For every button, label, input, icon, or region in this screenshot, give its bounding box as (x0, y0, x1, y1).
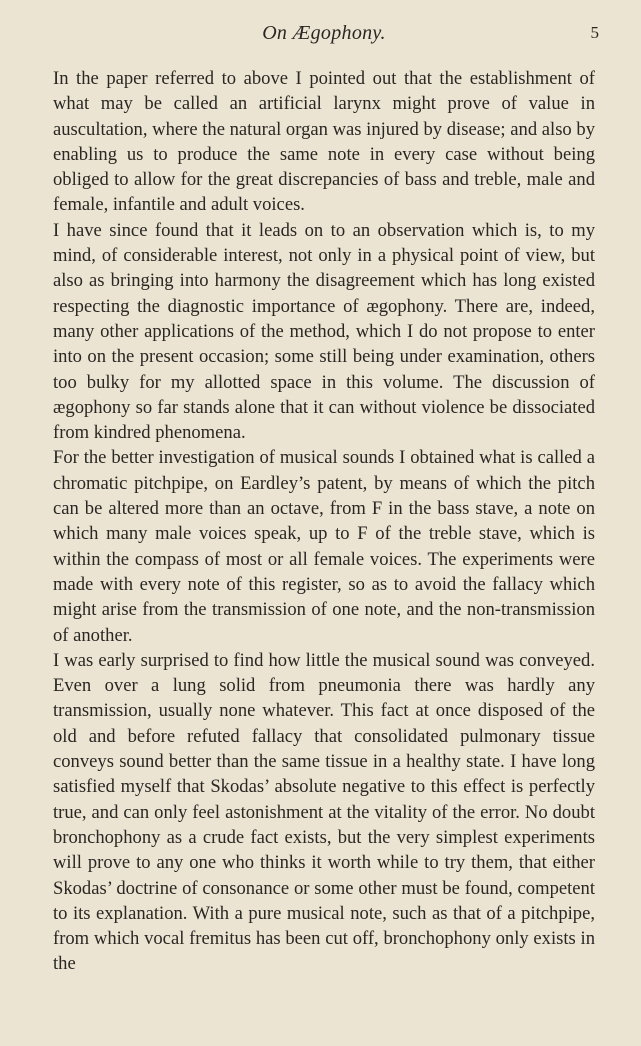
paragraph: In the paper referred to above I pointed out that the establishment of what may be called an artificial larynx might prove of value in auscultation, where the natural organ was injured by disease; and also by enabling us to produce the same note in every case without being obliged to allow for the great discrepancies of bass and treble, male and female, infantile and adult voices. (53, 68, 595, 216)
paragraph: I have since found that it leads on to an observation which is, to my mind, of considerable interest, not only in a physical point of view, but also as bringing into harmony the disagreement which has long existed respecting the diagnostic importance of ægophony. There are, indeed, many other applications of the method, which I do not propose to enter into on the present occasion; some still being under examination, others too bulky for my allotted space in this volume. The discussion of ægophony so far stands alone that it can without violence be dissociated from kindred phenomena. (53, 219, 595, 444)
running-title: On Ægophony. (262, 22, 386, 44)
page-header (53, 22, 599, 58)
page-number: 5 (590, 23, 599, 42)
paragraph: For the better investigation of musical sounds I obtained what is called a chromatic pitchpipe, on Eardley’s patent, by means of which the pitch can be altered more than an octave, from F in the bass stave, a note on which many male voices speak, up to F of the treble stave, which is within the compass of most or all female voices. The experiments were made with every note of this register, so as to avoid the fallacy which might arise from the transmission of one note, and the non-transmission of another. (53, 447, 595, 646)
page-body (53, 66, 595, 977)
paragraph: I was early surprised to find how little the musical sound was conveyed. Even over a lung solid from pneumonia there was hardly any transmission, usually none whatever. This fact at once disposed of the old and before refuted fallacy that consolidated pulmonary tissue conveys sound better than the same tissue in a healthy state. I have long satisfied myself that Skodas’ absolute negative to this effect is perfectly true, and can only feel astonishment at the vitality of the error. No doubt bronchophony as a crude fact exists, but the very simplest experiments will prove to any one who thinks it worth while to try them, that either Skodas’ doctrine of consonance or some other must be found, competent to its explanation. With a pure musical note, such as that of a pitchpipe, from which vocal fremitus has been cut off, bronchophony only exists in the (53, 649, 595, 975)
